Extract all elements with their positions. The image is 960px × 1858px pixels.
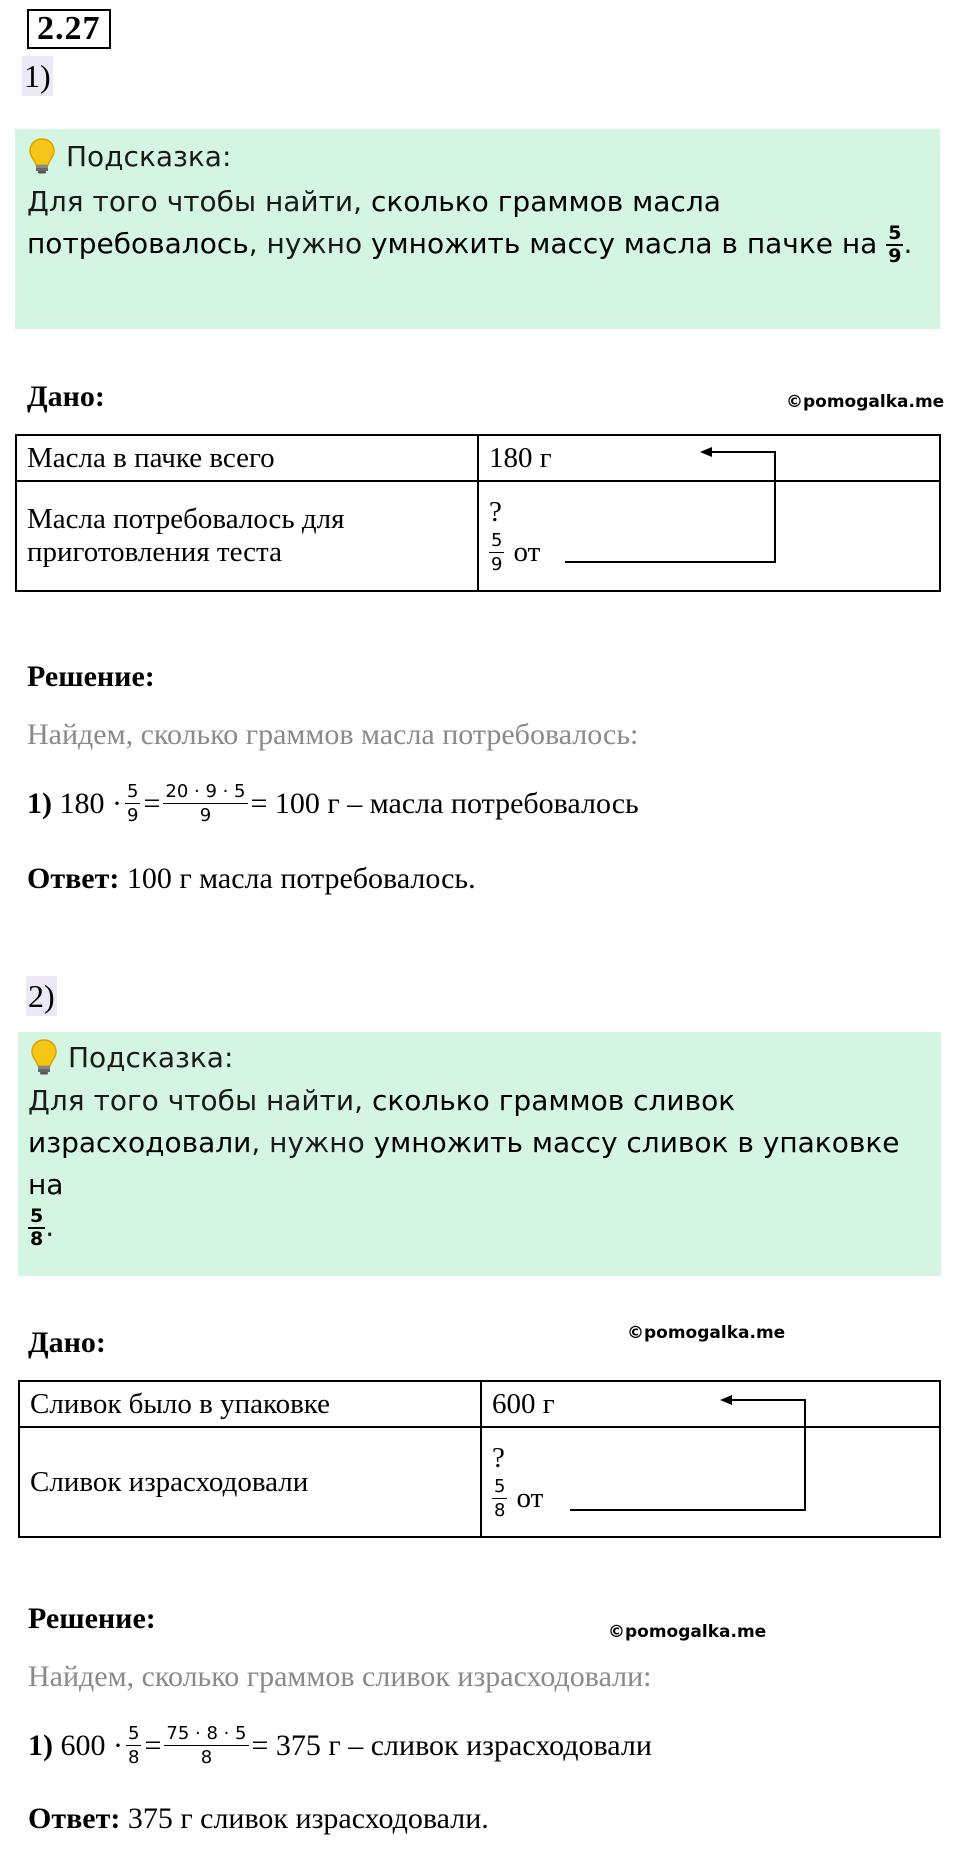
fraction: $\frac{20 \cdot 9 \cdot 5}{9}$ <box>165 781 246 826</box>
table-cell: 600 г <box>481 1381 940 1427</box>
table-cell: Сливок израсходовали <box>19 1427 481 1537</box>
hint-bold-phrase: сколько граммов сливок израсходовали <box>28 1084 736 1159</box>
watermark: ©pomogalka.me <box>786 392 945 412</box>
fraction: $\frac{5}{8}$ <box>128 1723 140 1768</box>
hint-title-text: Подсказка: <box>68 1040 234 1074</box>
part1-solution-step: 1) 180 · $\frac{5}{9}$ = $\frac{20 \cdot 9 \cdot 5}{9}$ = 100 г – масла потребовалось <box>27 781 639 826</box>
watermark: ©pomogalka.me <box>627 1323 786 1343</box>
part2-given-title: Дано: <box>28 1326 106 1359</box>
arrow-connector <box>565 1390 825 1520</box>
part2-solution-step: 1) 600 · $\frac{5}{8}$ = $\frac{75 \cdot 8 \cdot 5}{8}$ = 375 г – сливок израсходовали <box>28 1723 652 1768</box>
part1-answer: Ответ: 100 г масла потребовалось. <box>27 862 476 895</box>
arrow-connector <box>560 440 800 570</box>
part2-label: 2) <box>28 978 55 1014</box>
table-cell: Сливок было в упаковке <box>19 1381 481 1427</box>
table-cell: 180 г <box>478 435 940 481</box>
part1-solution-intro: Найдем, сколько граммов масла потребовалось: <box>27 718 639 751</box>
part1-hint-title <box>28 137 231 175</box>
table-cell: Масла в пачке всего <box>16 435 478 481</box>
part2-hint-box <box>18 1032 941 1276</box>
hint-fraction: $\frac{5}{9}$ <box>888 222 902 267</box>
part1-given-title: Дано: <box>27 380 105 413</box>
fraction: $\frac{75 \cdot 8 \cdot 5}{8}$ <box>166 1723 247 1768</box>
part2-hint-title <box>30 1038 233 1076</box>
part1-given-table <box>15 434 941 592</box>
watermark: ©pomogalka.me <box>608 1622 767 1642</box>
part1-label: 1) <box>24 58 51 94</box>
problem-number: 2.27 <box>27 9 111 49</box>
fraction: $\frac{5}{9}$ <box>491 530 503 575</box>
hint-bold-phrase: сколько граммов масла потребовалось <box>27 185 721 260</box>
table-cell: ? $\frac{5}{9}$ от <box>478 481 940 591</box>
table-cell: Масла потребовалось для приготовления теста <box>16 481 478 591</box>
table-cell: ? $\frac{5}{8}$ от <box>481 1427 940 1537</box>
hint-title-text: Подсказка: <box>66 139 232 173</box>
part2-solution-intro: Найдем, сколько граммов сливок израсходовали: <box>28 1660 652 1693</box>
part2-solution-title: Решение: <box>28 1602 156 1635</box>
hint-fraction: $\frac{5}{8}$ <box>30 1205 44 1250</box>
part2-answer: Ответ: 375 г сливок израсходовали. <box>28 1802 489 1835</box>
part1-hint-text: Для того чтобы найти, сколько граммов масла потребовалось, нужно умножить массу масла в пачке на $\frac{5}{9}$ . <box>27 185 913 267</box>
fraction: $\frac{5}{9}$ <box>127 781 139 826</box>
hint-bold-phrase: умножить массу сливок в упаковке на <box>28 1126 900 1201</box>
lightbulb-icon <box>30 1038 58 1076</box>
part2-hint-text: Для того чтобы найти, сколько граммов сливок израсходовали, нужно умножить массу сливок в упаковке на $\frac{5}{8}$ . <box>28 1084 900 1250</box>
lightbulb-icon <box>28 137 56 175</box>
part1-hint-box <box>15 129 940 329</box>
fraction: $\frac{5}{8}$ <box>494 1476 506 1521</box>
hint-bold-phrase: умножить массу масла в пачке на <box>370 227 887 260</box>
part1-solution-title: Решение: <box>27 660 155 693</box>
